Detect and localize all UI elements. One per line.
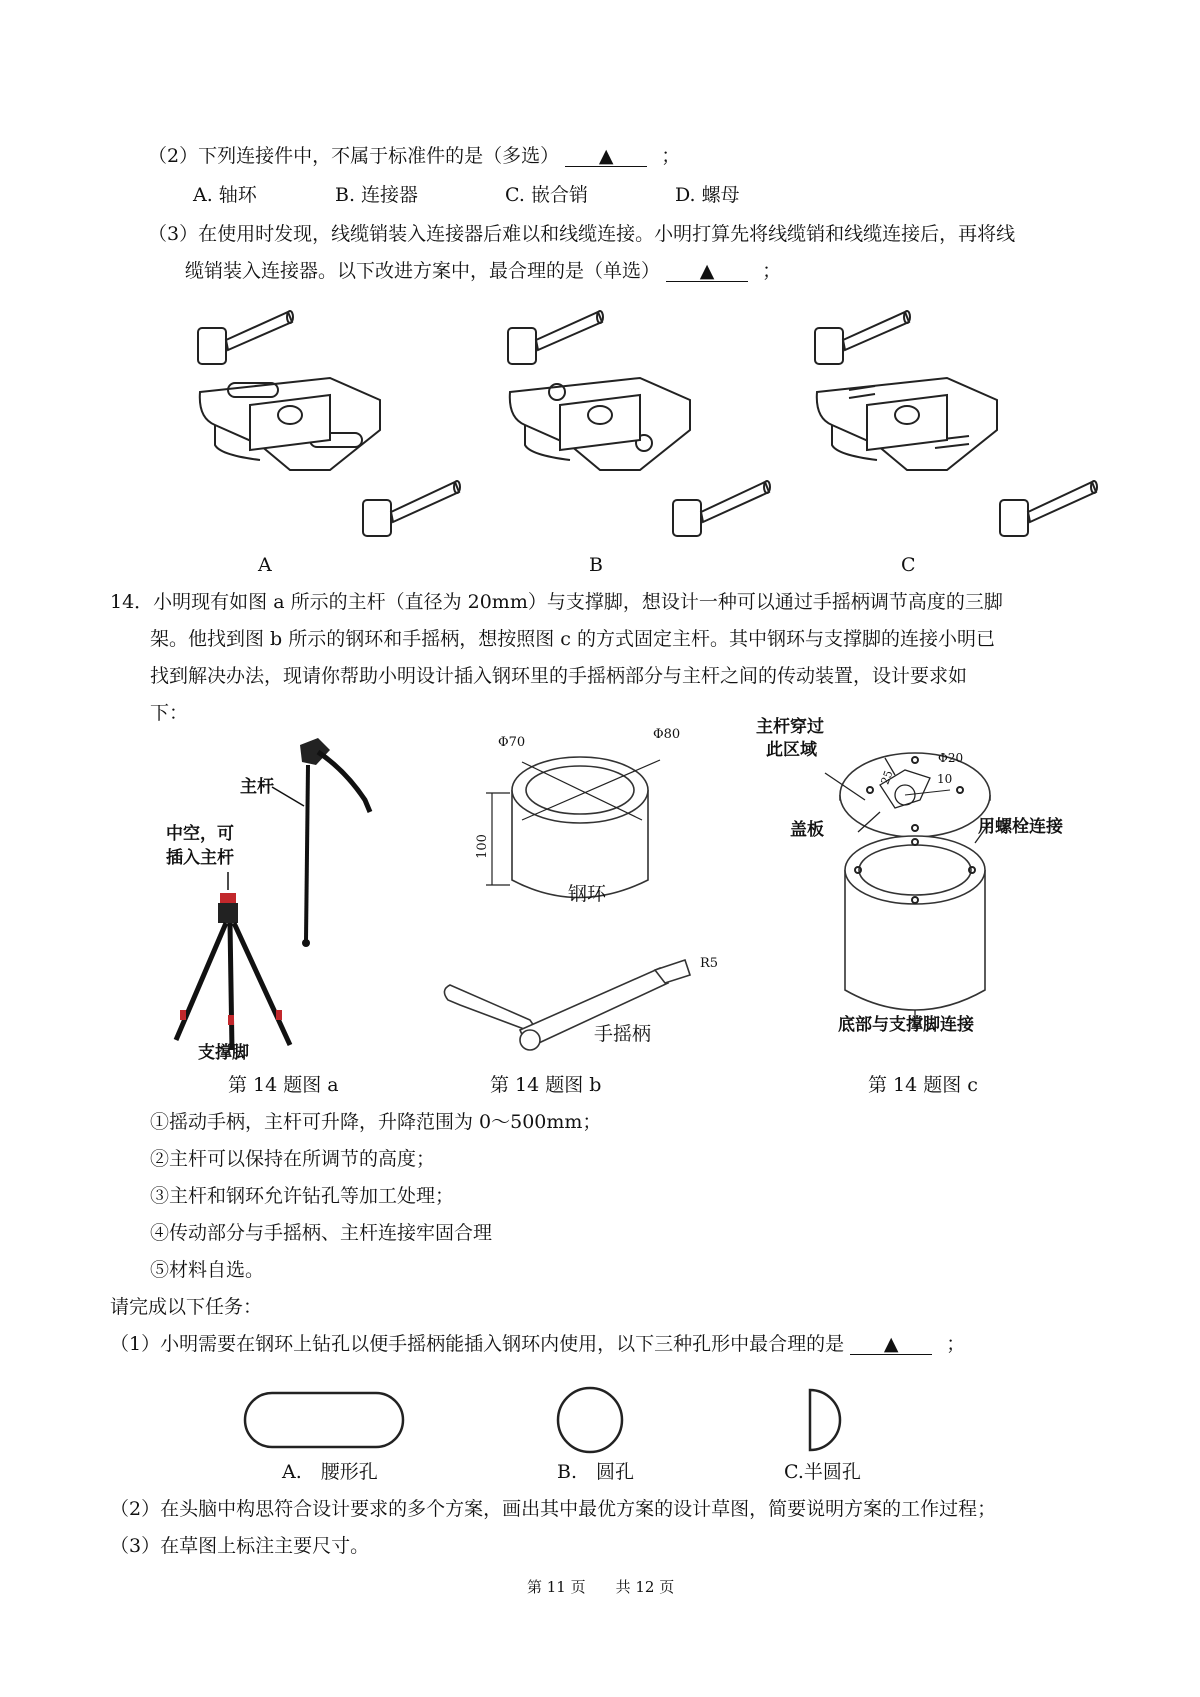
- caption-fig-b: 第 14 题图 b: [490, 1074, 602, 1096]
- task-1: （1）小明需要在钢环上钻孔以便手摇柄能插入钢环内使用，以下三种孔形中最合理的是 ▲ ；: [110, 1333, 966, 1355]
- requirement-2: ②主杆可以保持在所调节的高度；: [150, 1148, 436, 1170]
- hammer-icon: [508, 311, 603, 364]
- requirement-4: ④传动部分与手摇柄、主杆连接牢固合理: [150, 1222, 493, 1244]
- label-crank: 手摇柄: [594, 1023, 652, 1045]
- requirement-3: ③主杆和钢环允许钻孔等加工处理；: [150, 1185, 455, 1207]
- page-footer: 第 11 页 共 12 页: [527, 1578, 675, 1596]
- label-steel-ring: 钢环: [568, 883, 607, 905]
- q13-part3-line2: 缆销装入连接器。以下改进方案中，最合理的是（单选） ▲ ；: [185, 260, 782, 282]
- requirement-1: ①摇动手柄，主杆可升降，升降范围为 0～500mm；: [150, 1111, 602, 1133]
- q14-intro-line2: 架。他找到图 b 所示的钢环和手摇柄，想按照图 c 的方式固定主杆。其中钢环与支撑脚的连接小明已: [150, 628, 995, 650]
- label-main-rod: 主杆: [240, 777, 274, 797]
- answer-blank[interactable]: ▲: [565, 147, 647, 167]
- label-bolt: 用螺栓连接: [978, 817, 1063, 837]
- hammer-icon: [1000, 481, 1097, 536]
- label-legs: 支撑脚: [198, 1043, 249, 1063]
- hole-label-c: C.半圆孔: [784, 1461, 861, 1483]
- steel-ring-figure: [486, 757, 660, 898]
- answer-blank[interactable]: ▲: [850, 1335, 932, 1355]
- label-d80: Φ80: [653, 727, 681, 742]
- figure-label-c: C: [901, 554, 916, 576]
- q14-intro-line4: 下：: [150, 702, 189, 724]
- answer-blank[interactable]: ▲: [666, 262, 748, 282]
- label-hollow-2: 插入主杆: [166, 848, 234, 868]
- connector-figure-b: [508, 311, 770, 536]
- hammer-icon: [363, 481, 460, 536]
- label-pass-2: 此区域: [766, 740, 817, 760]
- connector-figure-c: [815, 311, 1097, 536]
- label-cover: 盖板: [790, 820, 824, 840]
- figure-label-a: A: [258, 554, 272, 576]
- q13-part2-line: （2）下列连接件中，不属于标准件的是（多选） ▲ ；: [148, 145, 681, 167]
- hammer-icon: [673, 481, 770, 536]
- label-height-100: 100: [474, 834, 490, 859]
- label-d70: Φ70: [498, 735, 526, 750]
- crank-handle-figure: [444, 960, 690, 1050]
- label-dim-10: 10: [937, 772, 953, 786]
- figure-label-b: B: [589, 554, 603, 576]
- q13-part3-line1: （3）在使用时发现，线缆销装入连接器后难以和线缆连接。小明打算先将线缆销和线缆连接后，再将线: [148, 223, 1016, 245]
- hammer-icon: [815, 311, 910, 364]
- round-hole-shape: [558, 1388, 622, 1452]
- semicircle-hole-shape: [810, 1390, 840, 1450]
- label-dim-25: 25: [878, 768, 896, 787]
- label-hollow-1: 中空，可: [166, 824, 234, 844]
- q13-option-c: C. 嵌合销: [505, 184, 588, 206]
- cover-ring-figure: [825, 753, 990, 1028]
- task-2: （2）在头脑中构思符合设计要求的多个方案，画出其中最优方案的设计草图，简要说明方案的工作过程；: [110, 1498, 997, 1520]
- q13-option-d: D. 螺母: [675, 184, 740, 206]
- hammer-icon: [198, 311, 293, 364]
- label-d20: Φ20: [938, 751, 964, 765]
- hole-label-a: A. 腰形孔: [282, 1461, 378, 1483]
- caption-fig-a: 第 14 题图 a: [228, 1074, 339, 1096]
- q13-part2-text: （2）下列连接件中，不属于标准件的是（多选）: [148, 145, 560, 167]
- label-r5: R5: [700, 956, 719, 971]
- label-pass-1: 主杆穿过: [756, 717, 824, 737]
- connector-figure-a: [198, 311, 460, 536]
- q14-intro-line1: 14．小明现有如图 a 所示的主杆（直径为 20mm）与支撑脚，想设计一种可以通过手摇柄调节高度的三脚: [110, 591, 1003, 613]
- task-intro: 请完成以下任务：: [110, 1296, 263, 1318]
- hole-label-b: B. 圆孔: [557, 1461, 635, 1483]
- waist-hole-shape: [245, 1393, 403, 1447]
- requirement-5: ⑤材料自选。: [150, 1259, 265, 1281]
- q14-intro-line3: 找到解决办法，现请你帮助小明设计插入钢环里的手摇柄部分与主杆之间的传动装置，设计要求如: [150, 665, 968, 687]
- caption-fig-c: 第 14 题图 c: [868, 1074, 978, 1096]
- q13-option-a: A. 轴环: [193, 184, 257, 206]
- label-bottom: 底部与支撑脚连接: [838, 1015, 974, 1035]
- q13-option-b: B. 连接器: [335, 184, 419, 206]
- task-3: （3）在草图上标注主要尺寸。: [110, 1535, 370, 1557]
